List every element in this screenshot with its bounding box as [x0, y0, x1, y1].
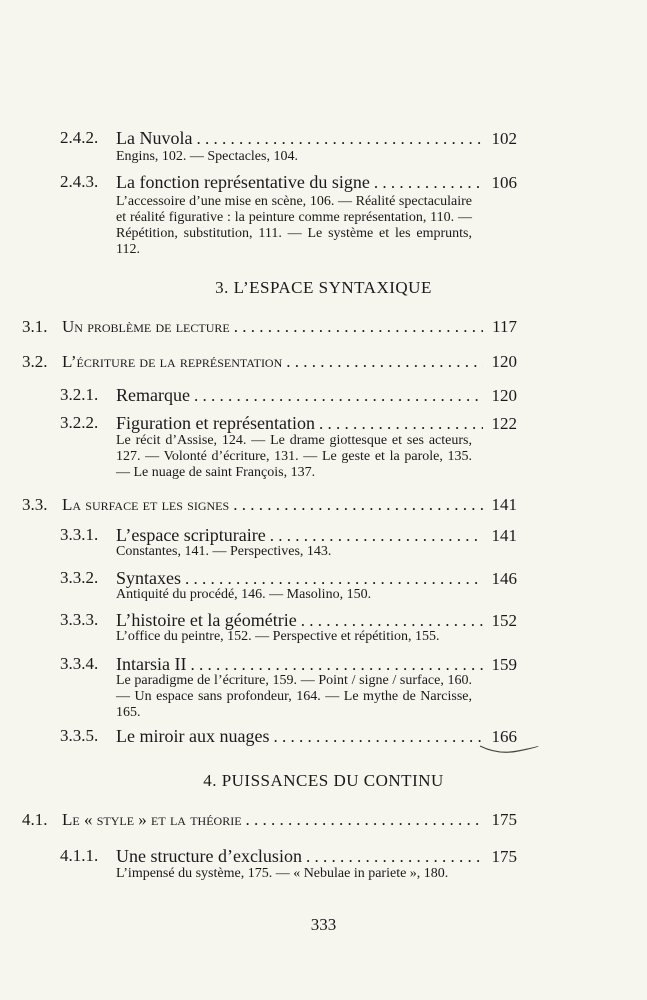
entry-number: 3.3.2. [60, 568, 99, 587]
entry-title: Syntaxes [116, 568, 181, 588]
entry-title: Un problème de lecture [62, 317, 230, 336]
entry-title: Remarque [116, 385, 190, 405]
toc-entry-4-1-1 [0, 846, 647, 902]
entry-page: 146 [491, 569, 517, 588]
entry-subtopics: Le paradigme de l’écriture, 159. — Point / signe / surface, 160. — Un espace sans profondeur, 164. — Le mythe de Narcisse, 165. [116, 673, 472, 720]
toc-entry-3-3-3 [0, 610, 647, 648]
entry-number: 3.3.1. [60, 525, 99, 544]
entry-subtopics: L’impensé du système, 175. — « Nebulae in pariete », 180. [116, 866, 449, 881]
entry-page: 120 [491, 352, 517, 371]
entry-page: 175 [491, 847, 517, 866]
entry-title: L’histoire et la géométrie [116, 610, 297, 630]
entry-number: 3.3.3. [60, 610, 99, 629]
entry-page: 159 [491, 655, 517, 674]
entry-title: Le miroir aux nuages [116, 726, 270, 746]
entry-title: L’espace scripturaire [116, 525, 266, 545]
dot-leader [319, 414, 483, 434]
entry-page: 141 [491, 526, 517, 545]
entry-number: 3.2.2. [60, 413, 99, 432]
entry-title: Le « style » et la théorie [62, 810, 242, 829]
dot-leader [286, 352, 483, 372]
entry-page: 152 [491, 611, 517, 630]
dot-leader [270, 526, 483, 546]
entry-title: Intarsia II [116, 654, 187, 674]
entry-subtopics: L’accessoire d’une mise en scène, 106. — Réalité spectaculaire et réalité figurative : la peinture comme représentation, 110. — Répétition, substitution, 111. — Le système et les emprunts, 112. [116, 194, 472, 257]
dot-leader [185, 569, 483, 589]
entry-page: 141 [491, 495, 517, 514]
toc-entry-3-2 [0, 352, 647, 376]
dot-leader [196, 129, 483, 149]
toc-entry-4-1 [0, 810, 647, 834]
entry-page: 120 [491, 386, 517, 405]
entry-subtopics: Engins, 102. — Spectacles, 104. [116, 149, 298, 164]
entry-number: 3.2. [22, 352, 48, 371]
entry-subtopics: Le récit d’Assise, 124. — Le drame giottesque et ses acteurs, 127. — Volonté d’écriture, 131. — Le geste et la parole, 135. — Le nuage de saint François, 137. [116, 433, 472, 480]
section-heading-3: 3. L’ESPACE SYNTAXIQUE [215, 278, 432, 297]
entry-number: 3.3.4. [60, 654, 99, 673]
entry-title: La surface et les signes [62, 495, 230, 514]
dot-leader [234, 317, 483, 337]
entry-number: 3.3.5. [60, 726, 99, 745]
dot-leader [306, 847, 483, 867]
pencil-underline-mark [476, 742, 542, 758]
toc-entry-2-4-2 [0, 128, 647, 168]
entry-number: 3.1. [22, 317, 48, 336]
dot-leader [273, 727, 483, 747]
entry-subtopics: L’office du peintre, 152. — Perspective et répétition, 155. [116, 629, 440, 644]
entry-number: 3.2.1. [60, 385, 99, 404]
entry-page: 166 [491, 727, 517, 746]
entry-page: 106 [491, 173, 517, 192]
entry-page: 117 [492, 317, 517, 336]
entry-number: 2.4.2. [60, 128, 99, 147]
toc-entry-3-1 [0, 317, 647, 341]
toc-entry-3-3-1 [0, 525, 647, 563]
entry-page: 175 [491, 810, 517, 829]
dot-leader [194, 386, 483, 406]
entry-title: Une structure d’exclusion [116, 846, 302, 866]
entry-page: 102 [491, 129, 517, 148]
entry-title: Figuration et représentation [116, 413, 315, 433]
entry-title: La Nuvola [116, 128, 193, 148]
entry-number: 4.1.1. [60, 846, 99, 865]
toc-entry-3-3-2 [0, 568, 647, 606]
section-heading-4: 4. PUISSANCES DU CONTINU [203, 771, 444, 790]
toc-entry-2-4-3 [0, 172, 647, 256]
entry-subtopics: Constantes, 141. — Perspectives, 143. [116, 544, 332, 559]
toc-entry-3-2-1 [0, 385, 647, 409]
toc-entry-3-3-5 [0, 726, 647, 754]
entry-subtopics: Antiquité du procédé, 146. — Masolino, 150. [116, 587, 372, 602]
entry-number: 4.1. [22, 810, 48, 829]
entry-page: 122 [491, 414, 517, 433]
entry-number: 3.3. [22, 495, 48, 514]
dot-leader [374, 173, 483, 193]
entry-title: La fonction représentative du signe [116, 172, 370, 192]
dot-leader [246, 810, 483, 830]
entry-title: L’écriture de la représentation [62, 352, 283, 371]
toc-entry-3-2-2 [0, 413, 647, 483]
dot-leader [301, 611, 483, 631]
dot-leader [190, 655, 483, 675]
toc-entry-3-3 [0, 495, 647, 519]
entry-number: 2.4.3. [60, 172, 99, 191]
dot-leader [233, 495, 483, 515]
toc-entry-3-3-4 [0, 654, 647, 720]
page-number: 333 [310, 915, 337, 934]
